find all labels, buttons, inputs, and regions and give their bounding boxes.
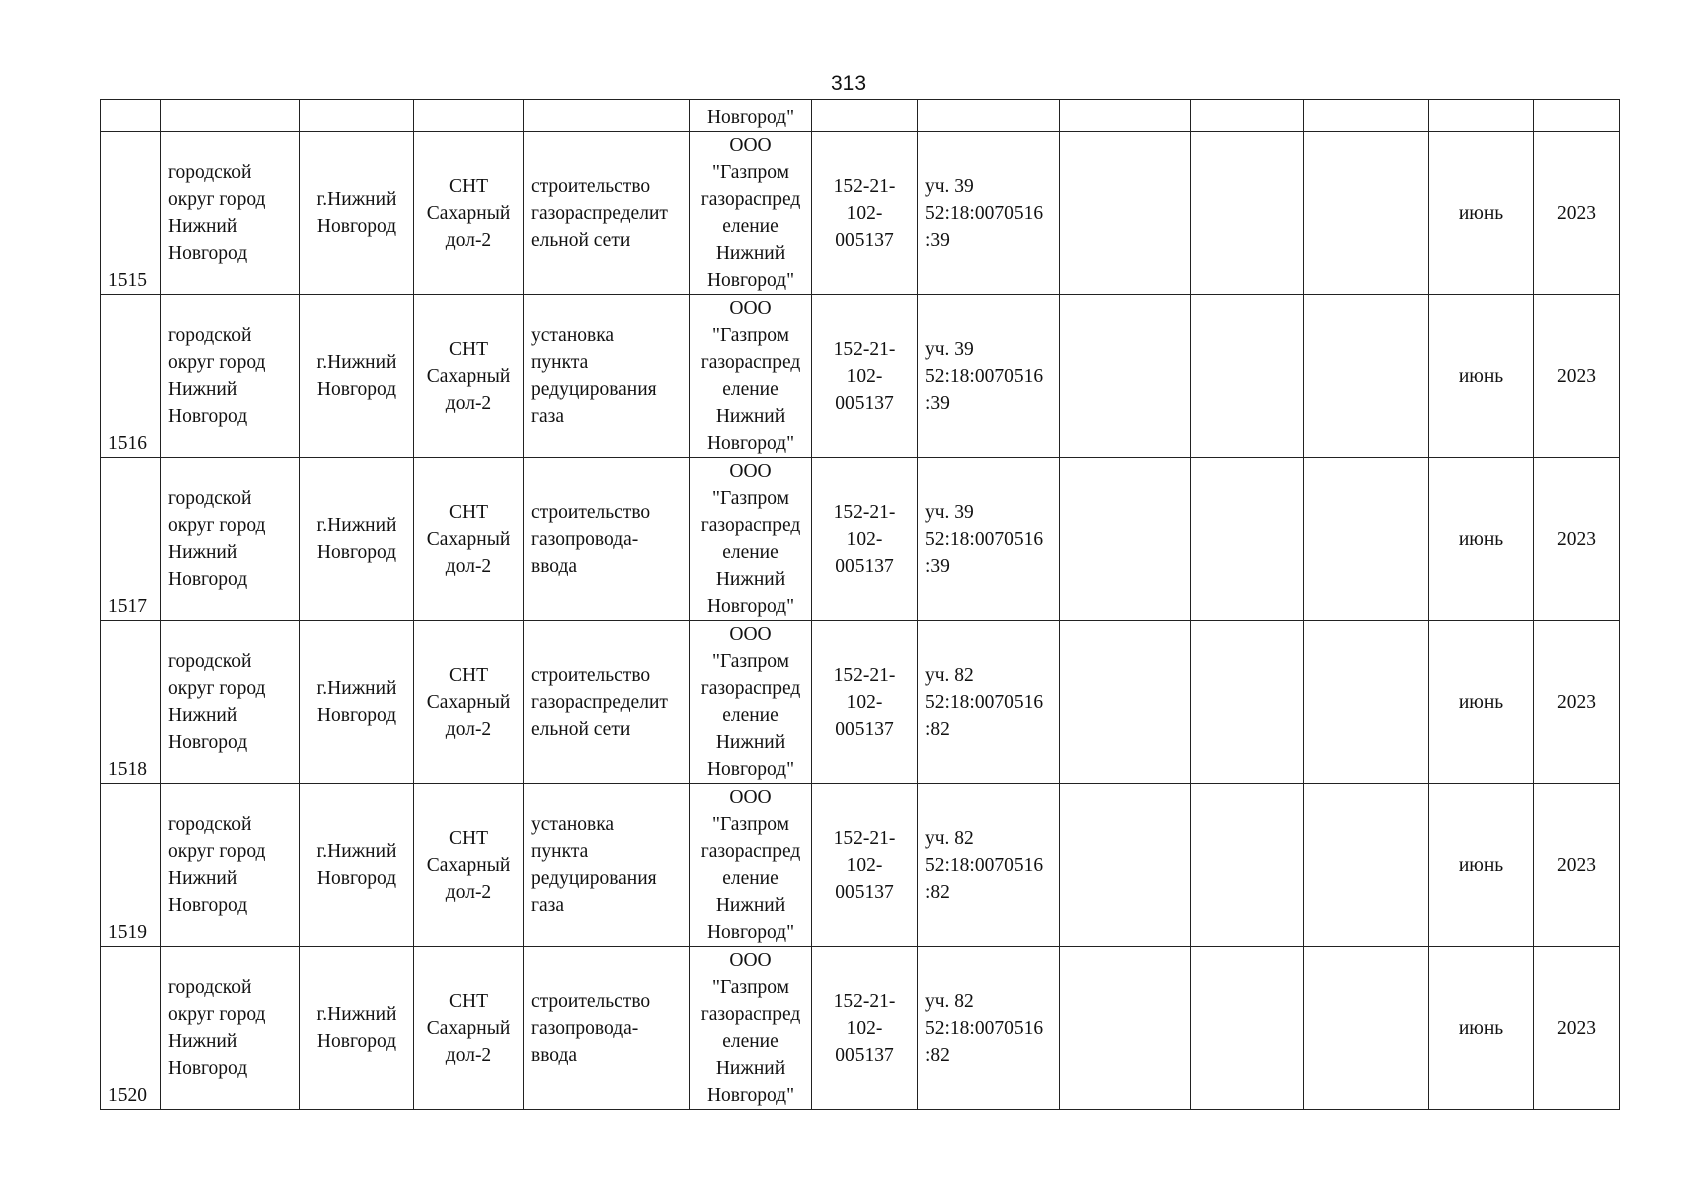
- municipality-line: Нижний: [168, 705, 238, 726]
- plot-line: 52:18:0070516: [925, 854, 1044, 876]
- settlement-line: Сахарный: [426, 365, 511, 387]
- cell-empty-1: [1060, 100, 1191, 132]
- settlement-line: Сахарный: [426, 528, 511, 550]
- cell-municipality: [161, 621, 300, 784]
- cell-plot: [918, 458, 1060, 621]
- cell-empty-3: [1304, 295, 1429, 458]
- cell-num: [101, 132, 161, 295]
- plot-line: 52:18:0070516: [925, 1017, 1044, 1039]
- cell-month: [1429, 621, 1534, 784]
- contract-line: 152-21-: [833, 664, 896, 686]
- cell-empty-2: [1191, 458, 1304, 621]
- organization-line: газораспред: [700, 515, 801, 536]
- municipality-line: Нижний: [168, 379, 238, 400]
- settlement-line: дол-2: [445, 1044, 492, 1066]
- cell-locality: [300, 100, 414, 132]
- organization-line: "Газпром: [711, 651, 789, 672]
- contract-line: 005137: [835, 881, 894, 903]
- cell-contract: [812, 132, 918, 295]
- locality-line: г.Нижний: [316, 1004, 397, 1025]
- settlement-line: дол-2: [445, 555, 492, 577]
- cell-num: [101, 100, 161, 132]
- cell-empty-3: [1304, 947, 1429, 1110]
- plot-line: :39: [925, 392, 950, 414]
- organization-line: еление: [722, 542, 779, 563]
- table-row: [101, 458, 1620, 621]
- cell-organization: [690, 132, 812, 295]
- locality-line: г.Нижний: [316, 841, 397, 862]
- organization-line: ООО: [729, 298, 772, 319]
- plot-line: уч. 82: [925, 664, 974, 686]
- cell-work: [524, 947, 690, 1110]
- cell-empty-3: [1304, 621, 1429, 784]
- cell-plot: [918, 784, 1060, 947]
- locality-line: г.Нижний: [316, 515, 397, 536]
- num-text: 1515: [108, 270, 147, 291]
- cell-year: [1534, 100, 1620, 132]
- contract-line: 152-21-: [833, 990, 896, 1012]
- plot-line: :82: [925, 881, 950, 903]
- organization-line: ООО: [729, 461, 772, 482]
- organization-line: "Газпром: [711, 977, 789, 998]
- cell-month: [1429, 784, 1534, 947]
- cell-work: [524, 132, 690, 295]
- cell-contract: [812, 621, 918, 784]
- cell-settlement: [414, 458, 524, 621]
- cell-num: [101, 295, 161, 458]
- cell-municipality: [161, 132, 300, 295]
- cell-month: [1429, 100, 1534, 132]
- plot-line: уч. 82: [925, 827, 974, 849]
- municipality-line: Новгород: [168, 243, 248, 264]
- contract-line: 102-: [846, 202, 883, 224]
- municipality-line: округ город: [168, 515, 266, 536]
- cell-plot: [918, 132, 1060, 295]
- municipality-line: округ город: [168, 1004, 266, 1025]
- table-row: [101, 947, 1620, 1110]
- cell-year: [1534, 621, 1620, 784]
- work-line: газопровода-: [531, 528, 639, 550]
- settlement-line: дол-2: [445, 392, 492, 414]
- organization-line: Новгород": [706, 1085, 795, 1106]
- settlement-line: СНТ: [449, 338, 488, 360]
- cell-municipality: [161, 458, 300, 621]
- cell-plot: [918, 947, 1060, 1110]
- municipality-line: Новгород: [168, 1058, 248, 1079]
- organization-line: газораспред: [700, 189, 801, 210]
- municipality-line: округ город: [168, 352, 266, 373]
- cell-num: [101, 947, 161, 1110]
- plot-line: уч. 39: [925, 175, 974, 197]
- cell-locality: [300, 132, 414, 295]
- cell-work: [524, 621, 690, 784]
- cell-municipality: [161, 947, 300, 1110]
- work-line: газопровода-: [531, 1017, 639, 1039]
- organization-line: ООО: [729, 624, 772, 645]
- cell-month: [1429, 458, 1534, 621]
- work-line: строительство: [531, 501, 651, 523]
- table-row: [101, 621, 1620, 784]
- cell-settlement: [414, 947, 524, 1110]
- year-text: 2023: [1557, 202, 1596, 224]
- num-text: 1516: [108, 433, 147, 454]
- work-line: редуцирования: [531, 868, 657, 889]
- cell-contract: [812, 100, 918, 132]
- plot-line: уч. 82: [925, 990, 974, 1012]
- cell-locality: [300, 947, 414, 1110]
- locality-line: г.Нижний: [316, 352, 397, 373]
- month-text: июнь: [1458, 691, 1504, 713]
- organization-line: Нижний: [715, 895, 786, 916]
- work-line: газораспределит: [531, 202, 668, 224]
- settlement-line: дол-2: [445, 229, 492, 251]
- organization-line: Нижний: [715, 243, 786, 264]
- organization-line: газораспред: [700, 678, 801, 699]
- plot-line: 52:18:0070516: [925, 691, 1044, 713]
- table-row: [101, 132, 1620, 295]
- municipality-line: городской: [168, 162, 252, 183]
- cell-organization: [690, 100, 812, 132]
- contract-line: 152-21-: [833, 501, 896, 523]
- cell-contract: [812, 458, 918, 621]
- cell-empty-2: [1191, 784, 1304, 947]
- cell-plot: [918, 621, 1060, 784]
- cell-locality: [300, 458, 414, 621]
- municipality-line: городской: [168, 488, 252, 509]
- cell-municipality: [161, 100, 300, 132]
- cell-empty-1: [1060, 621, 1191, 784]
- plot-line: 52:18:0070516: [925, 528, 1044, 550]
- work-line: газа: [531, 406, 565, 427]
- organization-line: Новгород": [706, 433, 795, 454]
- year-text: 2023: [1557, 1017, 1596, 1039]
- cell-municipality: [161, 295, 300, 458]
- organization-line: Новгород": [706, 759, 795, 780]
- cell-settlement: [414, 295, 524, 458]
- settlement-line: СНТ: [449, 175, 488, 197]
- work-line: ельной сети: [531, 718, 631, 740]
- organization-line: еление: [722, 1031, 779, 1052]
- settlement-line: дол-2: [445, 881, 492, 903]
- contract-line: 005137: [835, 1044, 894, 1066]
- plot-line: 52:18:0070516: [925, 365, 1044, 387]
- municipality-line: Нижний: [168, 1031, 238, 1052]
- cell-year: [1534, 947, 1620, 1110]
- locality-line: Новгород: [316, 216, 397, 237]
- locality-line: г.Нижний: [316, 189, 397, 210]
- organization-line: ООО: [729, 135, 772, 156]
- cell-empty-2: [1191, 621, 1304, 784]
- cell-contract: [812, 295, 918, 458]
- cell-num: [101, 458, 161, 621]
- cell-plot: [918, 295, 1060, 458]
- cell-empty-2: [1191, 132, 1304, 295]
- work-line: редуцирования: [531, 379, 657, 400]
- locality-line: Новгород: [316, 379, 397, 400]
- organization-line: еление: [722, 868, 779, 889]
- municipality-line: Нижний: [168, 216, 238, 237]
- month-text: июнь: [1458, 1017, 1504, 1039]
- work-line: строительство: [531, 664, 651, 686]
- cell-work: [524, 784, 690, 947]
- work-line: установка: [531, 814, 615, 835]
- work-line: установка: [531, 325, 615, 346]
- plot-line: 52:18:0070516: [925, 202, 1044, 224]
- num-text: 1520: [108, 1085, 147, 1106]
- cell-num: [101, 621, 161, 784]
- settlement-line: Сахарный: [426, 202, 511, 224]
- plot-line: уч. 39: [925, 338, 974, 360]
- organization-line: газораспред: [700, 841, 801, 862]
- work-line: газа: [531, 895, 565, 916]
- organization-line: "Газпром: [711, 814, 789, 835]
- cell-settlement: [414, 100, 524, 132]
- cell-empty-2: [1191, 947, 1304, 1110]
- cell-empty-1: [1060, 458, 1191, 621]
- organization-line: Нижний: [715, 1058, 786, 1079]
- cell-month: [1429, 947, 1534, 1110]
- month-text: июнь: [1458, 854, 1504, 876]
- cell-year: [1534, 784, 1620, 947]
- municipality-line: Новгород: [168, 895, 248, 916]
- cell-organization: [690, 295, 812, 458]
- cell-contract: [812, 784, 918, 947]
- continuation-row: [101, 100, 1620, 132]
- cell-empty-1: [1060, 784, 1191, 947]
- plot-line: :82: [925, 1044, 950, 1066]
- table-row: [101, 295, 1620, 458]
- num-text: 1518: [108, 759, 147, 780]
- organization-line: еление: [722, 705, 779, 726]
- organization-line: Новгород": [706, 596, 795, 617]
- organization-line: Нижний: [715, 406, 786, 427]
- work-line: ввода: [531, 1044, 578, 1066]
- year-text: 2023: [1557, 528, 1596, 550]
- organization-line: Новгород": [706, 922, 795, 943]
- cell-month: [1429, 132, 1534, 295]
- contract-line: 152-21-: [833, 338, 896, 360]
- municipality-line: Нижний: [168, 868, 238, 889]
- contract-line: 005137: [835, 555, 894, 577]
- contract-line: 102-: [846, 854, 883, 876]
- municipality-line: городской: [168, 977, 252, 998]
- cell-num: [101, 784, 161, 947]
- organization-line: ООО: [729, 950, 772, 971]
- cell-empty-2: [1191, 100, 1304, 132]
- contract-line: 102-: [846, 528, 883, 550]
- organization-line: "Газпром: [711, 162, 789, 183]
- work-line: газораспределит: [531, 691, 668, 713]
- municipality-line: городской: [168, 814, 252, 835]
- municipality-line: Новгород: [168, 569, 248, 590]
- settlement-line: СНТ: [449, 990, 488, 1012]
- organization-line: еление: [722, 379, 779, 400]
- work-line: строительство: [531, 175, 651, 197]
- settlement-line: СНТ: [449, 664, 488, 686]
- organization-line: Нижний: [715, 732, 786, 753]
- year-text: 2023: [1557, 854, 1596, 876]
- year-text: 2023: [1557, 365, 1596, 387]
- contract-line: 102-: [846, 1017, 883, 1039]
- cell-work: [524, 458, 690, 621]
- work-line: ельной сети: [531, 229, 631, 251]
- cell-month: [1429, 295, 1534, 458]
- cell-empty-1: [1060, 295, 1191, 458]
- settlement-line: Сахарный: [426, 1017, 511, 1039]
- cell-organization: [690, 784, 812, 947]
- municipality-line: городской: [168, 325, 252, 346]
- contract-line: 005137: [835, 392, 894, 414]
- municipality-line: городской: [168, 651, 252, 672]
- contract-line: 005137: [835, 718, 894, 740]
- locality-line: Новгород: [316, 705, 397, 726]
- month-text: июнь: [1458, 528, 1504, 550]
- cell-empty-3: [1304, 132, 1429, 295]
- municipality-line: округ город: [168, 189, 266, 210]
- locality-line: Новгород: [316, 1031, 397, 1052]
- contract-line: 152-21-: [833, 827, 896, 849]
- settlement-line: СНТ: [449, 501, 488, 523]
- cell-locality: [300, 621, 414, 784]
- cell-organization: [690, 458, 812, 621]
- cell-empty-1: [1060, 132, 1191, 295]
- work-line: ввода: [531, 555, 578, 577]
- organization-line: "Газпром: [711, 488, 789, 509]
- cell-work: [524, 100, 690, 132]
- cell-empty-3: [1304, 458, 1429, 621]
- locality-line: Новгород: [316, 542, 397, 563]
- cell-empty-1: [1060, 947, 1191, 1110]
- organization-line: газораспред: [700, 1004, 801, 1025]
- organization-line: Новгород": [706, 107, 795, 128]
- municipality-line: Новгород: [168, 406, 248, 427]
- month-text: июнь: [1458, 202, 1504, 224]
- plot-line: уч. 39: [925, 501, 974, 523]
- settlement-line: дол-2: [445, 718, 492, 740]
- month-text: июнь: [1458, 365, 1504, 387]
- year-text: 2023: [1557, 691, 1596, 713]
- municipality-line: округ город: [168, 678, 266, 699]
- cell-empty-3: [1304, 784, 1429, 947]
- cell-settlement: [414, 621, 524, 784]
- cell-plot: [918, 100, 1060, 132]
- contract-line: 005137: [835, 229, 894, 251]
- municipality-line: округ город: [168, 841, 266, 862]
- cell-empty-2: [1191, 295, 1304, 458]
- cell-year: [1534, 132, 1620, 295]
- organization-line: "Газпром: [711, 325, 789, 346]
- settlement-line: Сахарный: [426, 854, 511, 876]
- page-number: 313: [830, 72, 867, 95]
- cell-settlement: [414, 132, 524, 295]
- cell-year: [1534, 295, 1620, 458]
- locality-line: Новгород: [316, 868, 397, 889]
- municipality-line: Новгород: [168, 732, 248, 753]
- locality-line: г.Нижний: [316, 678, 397, 699]
- contract-line: 102-: [846, 365, 883, 387]
- organization-line: Новгород": [706, 270, 795, 291]
- settlement-line: Сахарный: [426, 691, 511, 713]
- cell-contract: [812, 947, 918, 1110]
- work-line: пункта: [531, 841, 589, 862]
- contract-line: 102-: [846, 691, 883, 713]
- plot-line: :39: [925, 555, 950, 577]
- cell-year: [1534, 458, 1620, 621]
- cell-empty-3: [1304, 100, 1429, 132]
- organization-line: Нижний: [715, 569, 786, 590]
- work-line: строительство: [531, 990, 651, 1012]
- num-text: 1519: [108, 922, 147, 943]
- cell-organization: [690, 621, 812, 784]
- table-row: [101, 784, 1620, 947]
- municipality-line: Нижний: [168, 542, 238, 563]
- cell-locality: [300, 295, 414, 458]
- organization-line: еление: [722, 216, 779, 237]
- contract-line: 152-21-: [833, 175, 896, 197]
- work-line: пункта: [531, 352, 589, 373]
- settlement-line: СНТ: [449, 827, 488, 849]
- cell-municipality: [161, 784, 300, 947]
- cell-settlement: [414, 784, 524, 947]
- cell-locality: [300, 784, 414, 947]
- num-text: 1517: [108, 596, 147, 617]
- cell-organization: [690, 947, 812, 1110]
- plot-line: :39: [925, 229, 950, 251]
- organization-line: ООО: [729, 787, 772, 808]
- plot-line: :82: [925, 718, 950, 740]
- registry-table: [100, 99, 1620, 1110]
- organization-line: газораспред: [700, 352, 801, 373]
- cell-work: [524, 295, 690, 458]
